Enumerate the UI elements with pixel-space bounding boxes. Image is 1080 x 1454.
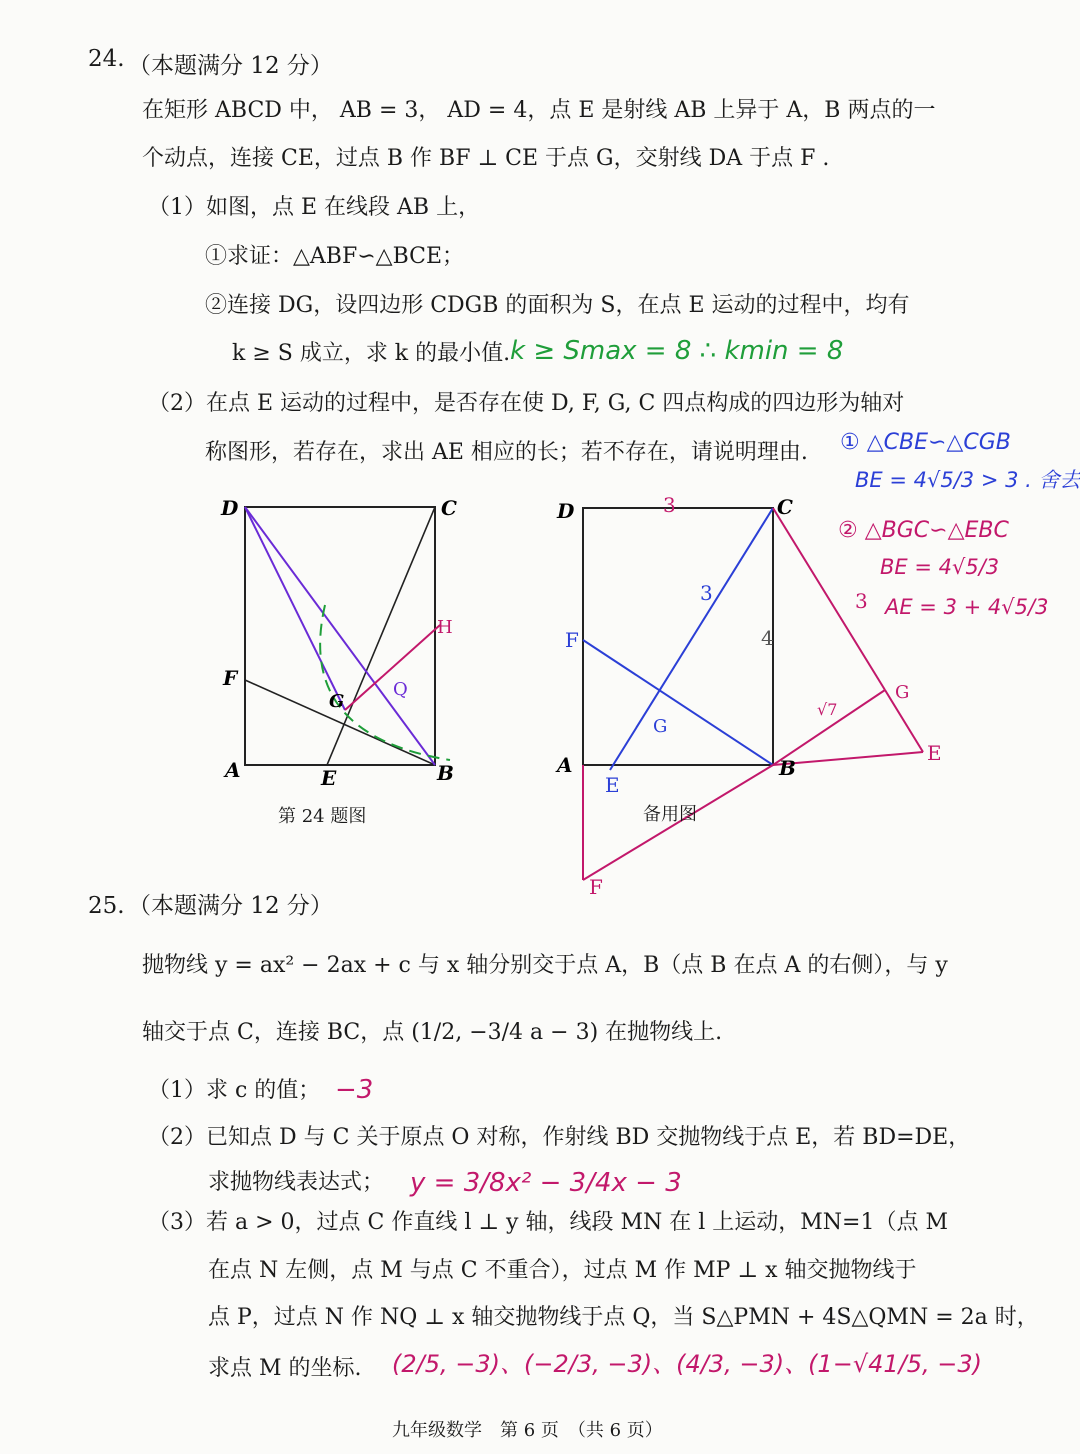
q25-part3-c: 点 P，过点 N 作 NQ ⊥ x 轴交抛物线于点 Q，当 S△PMN + 4S△QMN = 2a 时， — [208, 1305, 1039, 1330]
label-f2: F — [565, 628, 579, 652]
q24-part1-b2: k ≥ S 成立，求 k 的最小值. — [232, 341, 511, 366]
label-h: H — [437, 617, 453, 638]
label-g2: G — [653, 716, 668, 737]
label-c: C — [441, 496, 457, 520]
mark-4: 4 — [761, 626, 774, 650]
mark-sqrt7: √7 — [817, 700, 838, 719]
mark-3-diag: 3 — [700, 581, 713, 605]
label-q: Q — [393, 679, 408, 700]
q24-line2: 个动点，连接 CE，过点 B 作 BF ⊥ CE 于点 G，交射线 DA 于点 F . — [142, 146, 830, 171]
q24-part2-b: 称图形，若存在，求出 AE 相应的长；若不存在，请说明理由. — [205, 440, 808, 465]
q25-line2: 轴交于点 C，连接 BC，点 (1/2, −3/4 a − 3) 在抛物线上. — [142, 1020, 723, 1045]
label-b2: B — [779, 756, 796, 780]
figure-24 — [215, 495, 475, 795]
q25-part2: （2）已知点 D 与 C 关于原点 O 对称，作射线 BD 交抛物线于点 E，若 BD=DE， — [148, 1125, 971, 1150]
label-b: B — [437, 761, 454, 785]
line-dg — [245, 507, 345, 710]
q25-line1: 抛物线 y = ax² − 2ax + c 与 x 轴分别交于点 A，B（点 B 在点 A 的右侧），与 y — [142, 953, 948, 978]
q24-part1-a: ①求证：△ABF∽△BCE； — [205, 244, 465, 269]
case2-be-handwriting: BE = 4√5/3 — [880, 555, 1000, 579]
figure-spare — [555, 490, 945, 900]
q24-part1: （1）如图，点 E 在线段 AB 上， — [148, 195, 481, 220]
q25-part3-d: 求点 M 的坐标. — [208, 1356, 362, 1381]
case1-calc-handwriting: BE = 4√5/3 > 3 . 舍去 — [855, 468, 1080, 492]
label-g: G — [329, 691, 345, 712]
line-ce — [327, 507, 435, 765]
q24-number: 24. — [88, 46, 125, 72]
m-answer-handwriting: (2/5, −3)、(−2/3, −3)、(4/3, −3)、(1−√41/5, −3) — [392, 1350, 983, 1378]
label-d2: D — [557, 499, 575, 523]
rect-abcd-2 — [583, 508, 773, 765]
label-e-pink: E — [927, 741, 942, 765]
label-f: F — [223, 666, 238, 690]
label-e2: E — [605, 773, 620, 797]
fig1-caption: 第 24 题图 — [278, 806, 367, 827]
q25-part2-b: 求抛物线表达式； — [208, 1170, 385, 1195]
case2-ae-handwriting: AE = 3 + 4√5/3 — [885, 595, 1049, 619]
label-a2: A — [557, 753, 573, 777]
line-db — [245, 507, 435, 765]
q25-score: （本题满分 12 分） — [128, 893, 333, 919]
q25-part3: （3）若 a > 0，过点 C 作直线 l ⊥ y 轴，线段 MN 在 l 上运动，MN=1（点 M — [148, 1210, 948, 1235]
label-f-pink: F — [589, 875, 603, 899]
line-ce-2 — [610, 508, 773, 770]
label-c2: C — [777, 495, 793, 519]
fig2-caption: 备用图 — [643, 804, 697, 825]
c-answer-handwriting: −3 — [335, 1075, 374, 1105]
q25-part3-b: 在点 N 左侧，点 M 与点 C 不重合），过点 M 作 MP ⊥ x 轴交抛物线于 — [208, 1258, 917, 1283]
q25-number: 25. — [88, 893, 125, 919]
q24-part2: （2）在点 E 运动的过程中，是否存在使 D, F, G, C 四点构成的四边形为轴对 — [148, 391, 905, 416]
label-e: E — [321, 766, 337, 790]
mark-3-side: 3 — [855, 589, 868, 613]
label-g-pink: G — [895, 682, 910, 703]
expr-answer-handwriting: y = 3/8x² − 3/4x − 3 — [410, 1168, 682, 1198]
label-d: D — [221, 496, 239, 520]
line-cg — [773, 508, 885, 690]
q24-line1: 在矩形 ABCD 中， AB = 3， AD = 4，点 E 是射线 AB 上异于 A，B 两点的一 — [142, 98, 936, 123]
mark-3-top: 3 — [663, 493, 676, 517]
case2-title-handwriting: ② △BGC∽△EBC — [838, 518, 1009, 543]
page-footer: 九年级数学 第 6 页 （共 6 页） — [392, 1420, 663, 1441]
line-fb-2 — [583, 640, 773, 765]
case1-title-handwriting: ① △CBE∽△CGB — [840, 430, 1011, 455]
label-a: A — [225, 758, 241, 782]
q24-part1-b: ②连接 DG，设四边形 CDGB 的面积为 S，在点 E 运动的过程中，均有 — [205, 293, 910, 318]
q24-score: （本题满分 12 分） — [128, 53, 333, 79]
q25-part1: （1）求 c 的值； — [148, 1078, 321, 1103]
k-answer-handwriting: k ≥ Smax = 8 ∴ kmin = 8 — [510, 336, 844, 366]
